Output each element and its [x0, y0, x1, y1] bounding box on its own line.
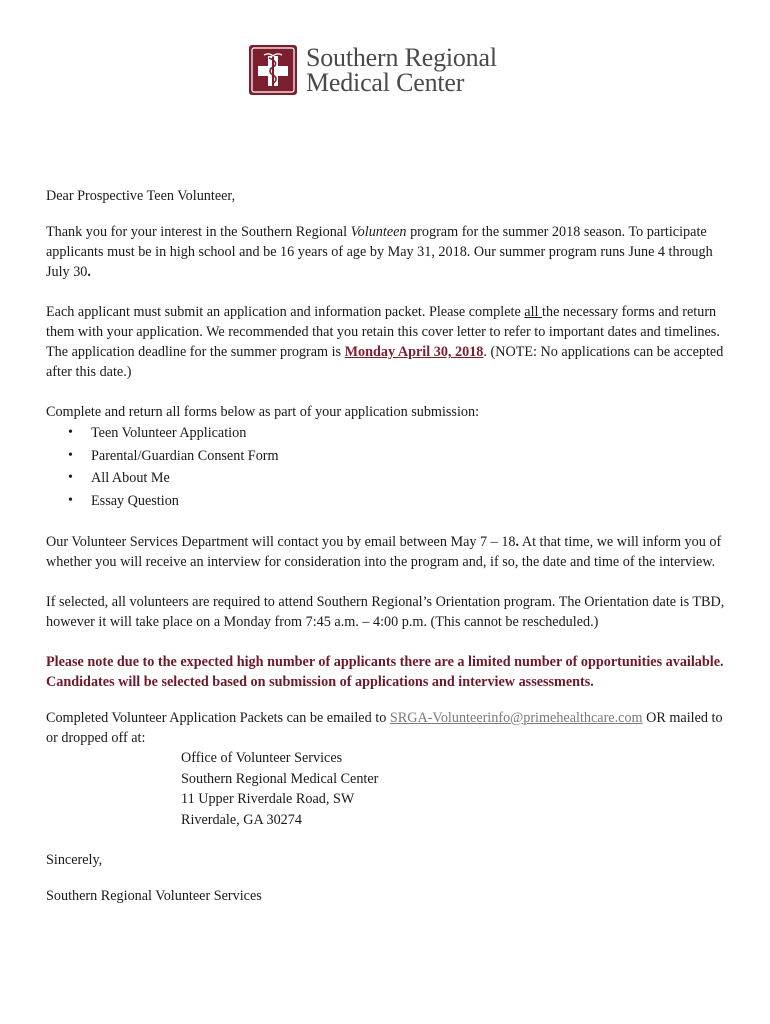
- hospital-name: [306, 45, 497, 95]
- email-link[interactable]: SRGA-Volunteerinfo@primehealthcare.com: [389, 710, 643, 726]
- application-text-a: Each applicant must submit an application and information packet. Please complete: [46, 304, 525, 320]
- application-text-c: . (NOTE: No applications can be accepted after this date.): [46, 344, 724, 380]
- paragraph-submission: [46, 708, 732, 748]
- signature: Southern Regional Volunteer Services: [46, 888, 262, 904]
- forms-list: [46, 422, 732, 512]
- paragraph-application: [46, 302, 732, 382]
- contact-text-b: At that time, we will inform you of whether you will receive an interview for consideration into the program and, if so, the date and time of the interview.: [46, 534, 722, 570]
- address-line: 11 Upper Riverdale Road, SW: [181, 791, 355, 807]
- letter-body: [46, 186, 732, 906]
- list-item: • All About Me: [46, 467, 732, 490]
- paragraph-contact: [46, 532, 732, 572]
- paragraph-intro: [46, 222, 732, 282]
- contact-period: .: [515, 534, 520, 550]
- application-text-b: the necessary forms and return them with your application. We recommended that you retain this cover letter to refer to important dates and timelines. The application deadline for the summer program is: [46, 304, 720, 360]
- list-item: • Essay Question: [46, 490, 732, 513]
- program-name: Volunteen: [350, 224, 407, 240]
- submission-text-a: Completed Volunteer Application Packets can be emailed to: [46, 710, 390, 726]
- all-emphasis: all: [524, 304, 543, 320]
- list-item: • Teen Volunteer Application: [46, 422, 732, 445]
- intro-text-a: Thank you for your interest in the Southern Regional: [46, 224, 351, 240]
- paragraph-orientation: If selected, all volunteers are required to attend Southern Regional’s Orientation program. The Orientation date is TBD, however it will take place on a Monday from 7:45 a.m. – 4:00 p.m. (This cannot be rescheduled.): [46, 594, 725, 630]
- intro-text-b: program for the summer 2018 season. To participate applicants must be in high school and be 16 years of age by May 31, 2018. Our summer program runs June 4 through July 30: [46, 224, 713, 280]
- list-item: • Parental/Guardian Consent Form: [46, 445, 732, 468]
- address-line: Riverdale, GA 30274: [181, 811, 302, 828]
- closing: Sincerely,: [46, 852, 103, 868]
- forms-intro: Complete and return all forms below as part of your application submission:: [46, 404, 480, 420]
- salutation: Dear Prospective Teen Volunteer,: [46, 188, 236, 204]
- deadline-date: Monday April 30, 2018: [344, 344, 484, 360]
- notice-bold: Please note due to the expected high number of applicants there are a limited number of opportunities available. Candidates will be selected based on submission of applications and interview assessments.: [46, 654, 724, 690]
- address-line: Office of Volunteer Services: [181, 750, 343, 766]
- intro-period: .: [87, 264, 91, 280]
- submission-text-b: OR mailed to or dropped off at:: [46, 710, 723, 746]
- hospital-name-line1: Southern Regional: [306, 43, 497, 72]
- address-line: Southern Regional Medical Center: [181, 770, 379, 787]
- hospital-name-line2: Medical Center: [306, 68, 465, 97]
- mailing-address: [181, 748, 732, 830]
- contact-text-a: Our Volunteer Services Department will contact you by email between May 7 – 18: [46, 534, 516, 550]
- medical-cross-caduceus-icon: [248, 44, 298, 96]
- header-logo: [248, 44, 497, 96]
